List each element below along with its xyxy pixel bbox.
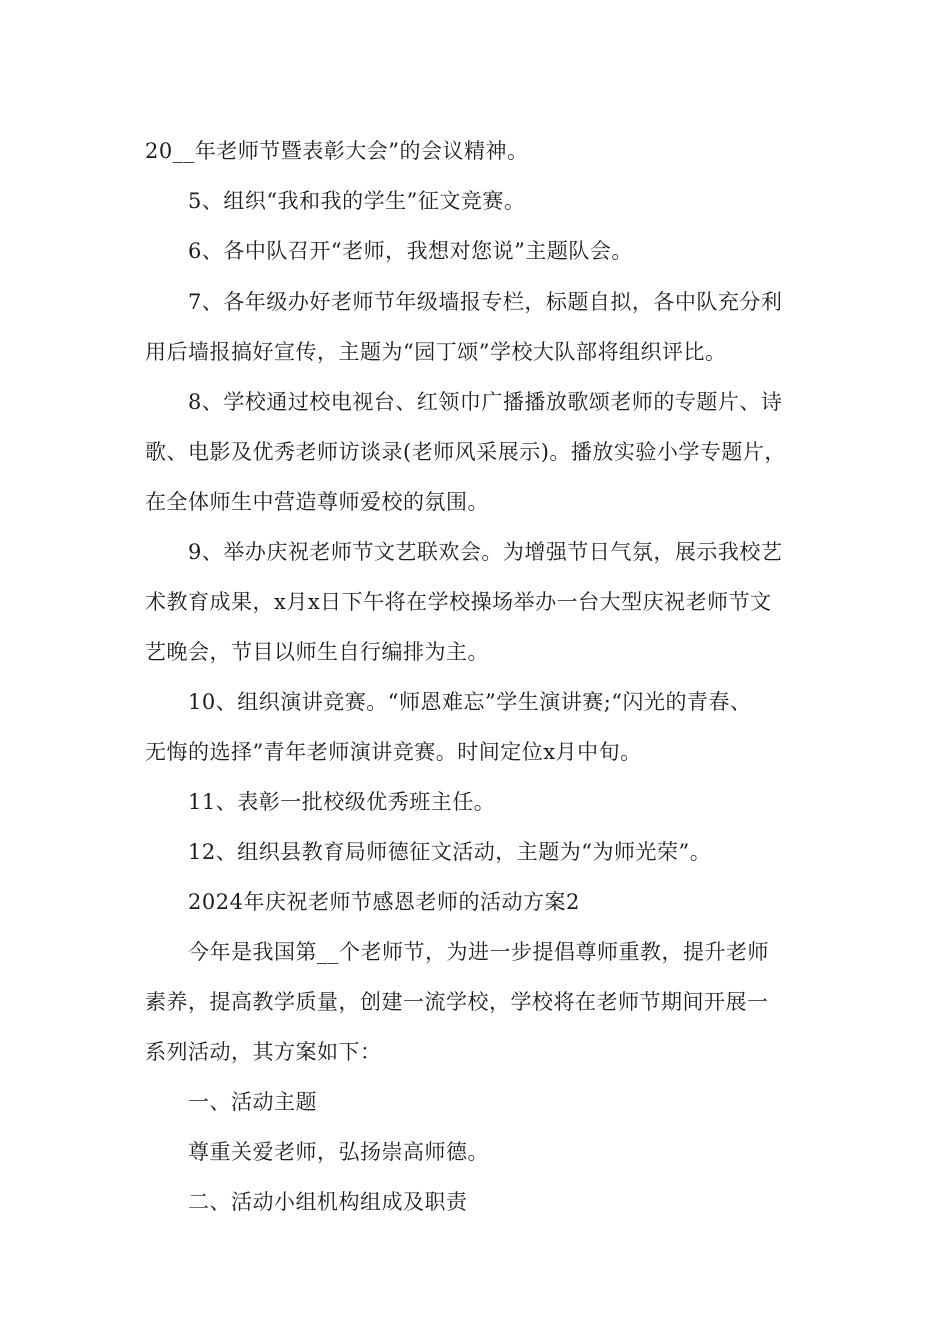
text-line: 今年是我国第__个老师节，为进一步提倡尊师重教，提升老师	[188, 940, 769, 964]
text-line: 用后墙报搞好宣传，主题为“园丁颂”学校大队部将组织评比。	[145, 340, 727, 364]
text-line: 尊重关爱老师，弘扬崇高师德。	[188, 1140, 489, 1164]
text-line: 系列活动，其方案如下：	[145, 1040, 382, 1064]
text-line: 9、举办庆祝老师节文艺联欢会。为增强节日气氛，展示我校艺	[188, 540, 783, 564]
text-line: 歌、电影及优秀老师访谈录(老师风采展示)。播放实验小学专题片，	[145, 440, 786, 464]
section-heading: 2024年庆祝老师节感恩老师的活动方案2	[188, 890, 580, 914]
section-heading: 一、活动主题	[188, 1090, 317, 1114]
text-line: 7、各年级办好老师节年级墙报专栏，标题自拟，各中队充分利	[188, 290, 783, 314]
section-heading: 二、活动小组机构组成及职责	[188, 1190, 468, 1214]
text-line: 术教育成果，x月x日下午将在学校操场举办一台大型庆祝老师节文	[145, 590, 772, 614]
text-line: 12、组织县教育局师德征文活动，主题为“为师光荣”。	[188, 840, 712, 864]
text-line: 5、组织“我和我的学生”征文竞赛。	[188, 189, 526, 213]
text-line: 素养，提高教学质量，创建一流学校，学校将在老师节期间开展一	[145, 990, 769, 1014]
text-line: 8、学校通过校电视台、红领巾广播播放歌颂老师的专题片、诗	[188, 390, 783, 414]
text-line: 艺晚会，节目以师生自行编排为主。	[145, 640, 489, 664]
text-line: 无悔的选择”青年老师演讲竞赛。时间定位x月中旬。	[145, 740, 642, 764]
text-line: 10、组织演讲竞赛。“师恩难忘”学生演讲赛;“闪光的青春、	[188, 690, 752, 714]
text-line: 6、各中队召开“老师，我想对您说”主题队会。	[188, 239, 633, 263]
text-line: 11、表彰一批校级优秀班主任。	[188, 790, 496, 814]
text-line: 20__年老师节暨表彰大会”的会议精神。	[145, 139, 529, 163]
text-line: 在全体师生中营造尊师爱校的氛围。	[145, 490, 489, 514]
